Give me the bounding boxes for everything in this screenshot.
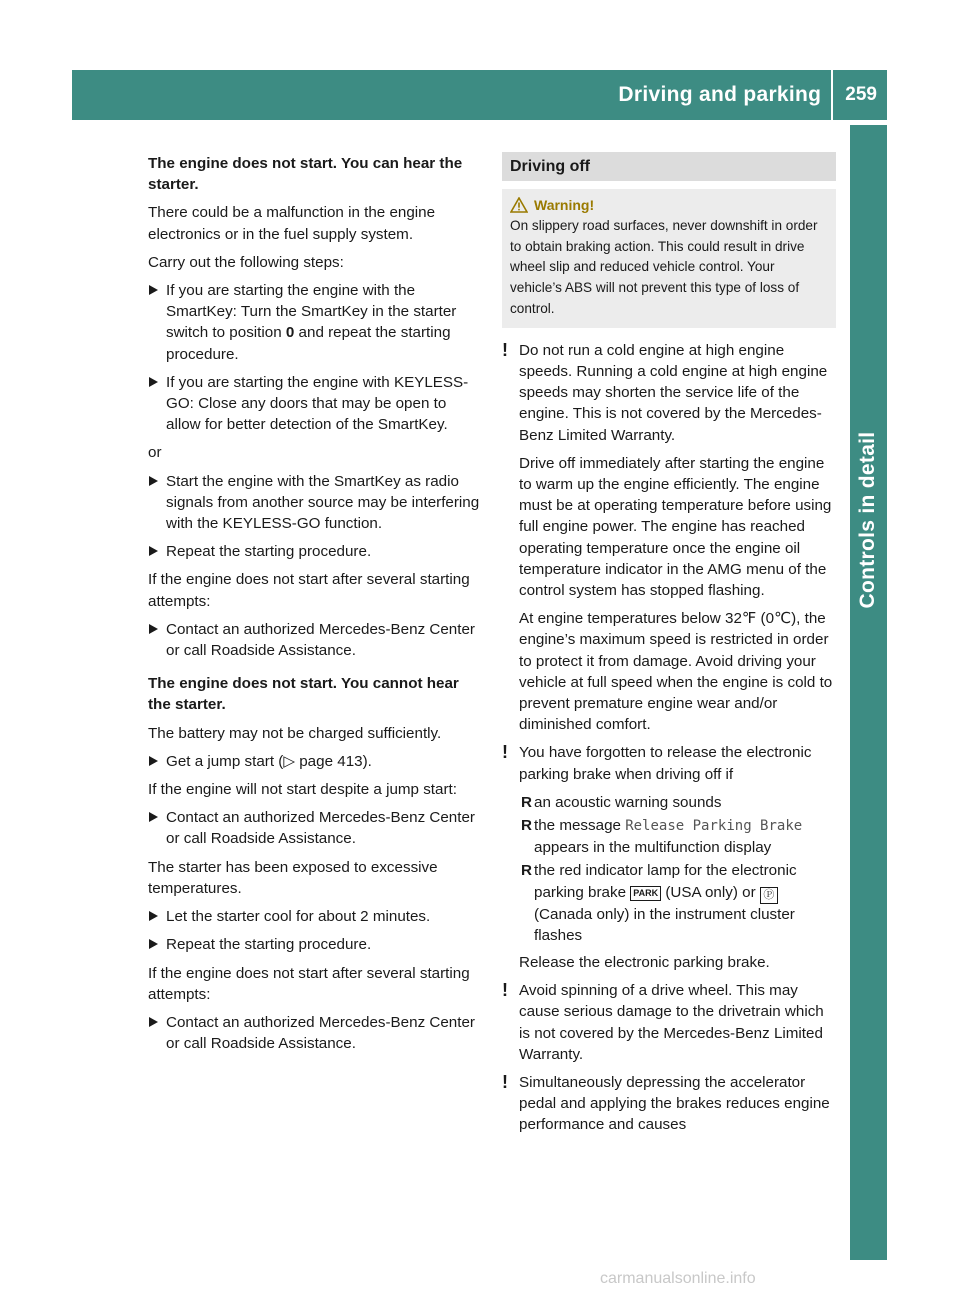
step	[148, 934, 480, 955]
note-text: Simultaneously depressing the accelerator pedal and applying the brakes reduces engine performance and causes	[519, 1074, 830, 1134]
list-text: appears in the multifunction display	[534, 839, 772, 857]
step-text: Repeat the starting procedure.	[166, 936, 372, 954]
list-text: (Canada only) in the instrument cluster flashes	[534, 905, 795, 944]
step-arrow-icon	[149, 756, 158, 766]
step-text: Repeat the starting procedure.	[166, 543, 372, 561]
note	[502, 340, 836, 736]
step	[148, 471, 480, 535]
exclamation-icon: !	[502, 1072, 508, 1093]
warning-title: Warning!	[534, 197, 595, 213]
step-arrow-icon	[149, 285, 158, 295]
step-text[interactable]: page 413).	[295, 752, 372, 770]
chapter-title: Driving and parking	[618, 83, 822, 106]
step-arrow-icon	[149, 377, 158, 387]
step	[148, 372, 480, 436]
warning-heading	[510, 195, 828, 216]
step	[148, 619, 480, 661]
header-bar	[72, 70, 887, 120]
list-text: (USA only) or	[661, 883, 760, 901]
heading-hear-starter: The engine does not start. You can hear the starter.	[148, 155, 463, 194]
step-arrow-icon	[149, 624, 158, 634]
bullet-icon: R	[521, 793, 532, 811]
list-item	[519, 860, 836, 946]
list-item	[519, 792, 836, 813]
right-column	[502, 152, 836, 1143]
step-text: Contact an authorized Mercedes-Benz Center or call Roadside Assistance.	[166, 620, 475, 660]
note-text: At engine temperatures below 32℉ (0℃), the engine’s maximum speed is restricted in order to protect it from damage. Avoid driving your vehicle at full speed when the engine is cold to prevent premature engine wear and/or diminished comfort.	[519, 610, 833, 734]
list-item	[519, 815, 836, 858]
side-tab	[850, 125, 887, 1260]
step-text: If you are starting the engine with the SmartKey: Turn the SmartKey in the starter switch to position	[166, 282, 457, 342]
paragraph: If the engine does not start after several starting attempts:	[148, 571, 470, 610]
step	[148, 1012, 480, 1054]
note-text: Drive off immediately after starting the engine to warm up the engine efficiently. The engine must be at operating temperature before using full engine power. The engine has reached operating temperature once the engine oil temperature indicator in the AMG menu of the control system has stopped flashing.	[519, 454, 832, 600]
or-text: or	[148, 444, 162, 462]
paragraph: There could be a malfunction in the engine electronics or in the fuel supply system.	[148, 204, 436, 243]
step-position: 0	[285, 324, 295, 342]
side-tab-label: Controls in detail	[856, 431, 879, 609]
step-text: Start the engine with the SmartKey as radio signals from another source may be interfering with the KEYLESS-GO function.	[166, 472, 480, 533]
step-arrow-icon	[149, 939, 158, 949]
paragraph: The battery may not be charged sufficiently.	[148, 724, 442, 742]
note	[502, 1072, 836, 1136]
note-text: Release the electronic parking brake.	[519, 954, 770, 972]
list-text: an acoustic warning sounds	[534, 793, 722, 811]
section-title: Driving off	[502, 152, 836, 181]
page-number: 259	[845, 84, 877, 105]
step	[148, 280, 480, 365]
step-arrow-icon	[149, 812, 158, 822]
note	[502, 742, 836, 973]
warning-box	[502, 189, 836, 328]
exclamation-icon: !	[502, 339, 508, 360]
paragraph: The starter has been exposed to excessive temperatures.	[148, 858, 438, 897]
exclamation-icon: !	[502, 980, 508, 1001]
step-arrow-icon	[149, 476, 158, 486]
step-text: Contact an authorized Mercedes-Benz Center or call Roadside Assistance.	[166, 1013, 475, 1053]
parking-circle-icon: Ⓟ	[760, 887, 778, 904]
watermark: carmanualsonline.info	[600, 1270, 756, 1287]
step-arrow-icon	[149, 546, 158, 556]
list-text: the red indicator lamp for the electronic parking brake	[534, 862, 797, 901]
list-text: the message	[534, 817, 626, 835]
warning-text: On slippery road surfaces, never downshift in order to obtain braking action. This could result in drive wheel slip and reduced vehicle control. Your vehicle’s ABS will not prevent this type of loss of control.	[510, 217, 818, 316]
step-arrow-icon	[149, 1017, 158, 1027]
note-text: Avoid spinning of a drive wheel. This may cause serious damage to the drivetrain which is not covered by the Mercedes-Benz Limited Warranty.	[519, 982, 824, 1063]
exclamation-icon: !	[502, 742, 508, 763]
display-message: Release Parking Brake	[625, 818, 803, 835]
step-arrow-icon	[149, 911, 158, 921]
park-brake-icon: PARK	[630, 886, 661, 901]
bullet-icon: R	[521, 862, 532, 880]
step	[148, 906, 480, 927]
step	[148, 807, 480, 849]
paragraph: Carry out the following steps:	[148, 253, 344, 271]
left-column	[148, 153, 480, 1061]
warning-triangle-icon	[510, 197, 528, 213]
step-text: and repeat the starting procedure.	[166, 324, 451, 363]
page-ref-icon: ▷	[283, 752, 296, 770]
paragraph: If the engine does not start after several starting attempts:	[148, 964, 470, 1003]
bullet-icon: R	[521, 817, 532, 835]
step-text: Get a jump start (	[166, 752, 284, 770]
note-text: Do not run a cold engine at high engine speeds. Running a cold engine at high engine speeds may shorten the service life of the engine. This is not covered by the Mercedes-Benz Limited Warranty.	[519, 341, 828, 444]
bullet-list	[519, 792, 836, 946]
paragraph: If the engine will not start despite a jump start:	[148, 781, 457, 799]
step-text: Contact an authorized Mercedes-Benz Center or call Roadside Assistance.	[166, 809, 475, 848]
note	[502, 980, 836, 1065]
step	[148, 751, 480, 772]
note-text: You have forgotten to release the electronic parking brake when driving off if	[519, 744, 812, 783]
step	[148, 541, 480, 562]
step-text: Let the starter cool for about 2 minutes.	[166, 908, 431, 926]
step-text: If you are starting the engine with KEYLESS-GO: Close any doors that may be open to allow for better detection of the SmartKey.	[166, 373, 469, 434]
heading-cannot-hear-starter: The engine does not start. You cannot hear the starter.	[148, 675, 459, 714]
